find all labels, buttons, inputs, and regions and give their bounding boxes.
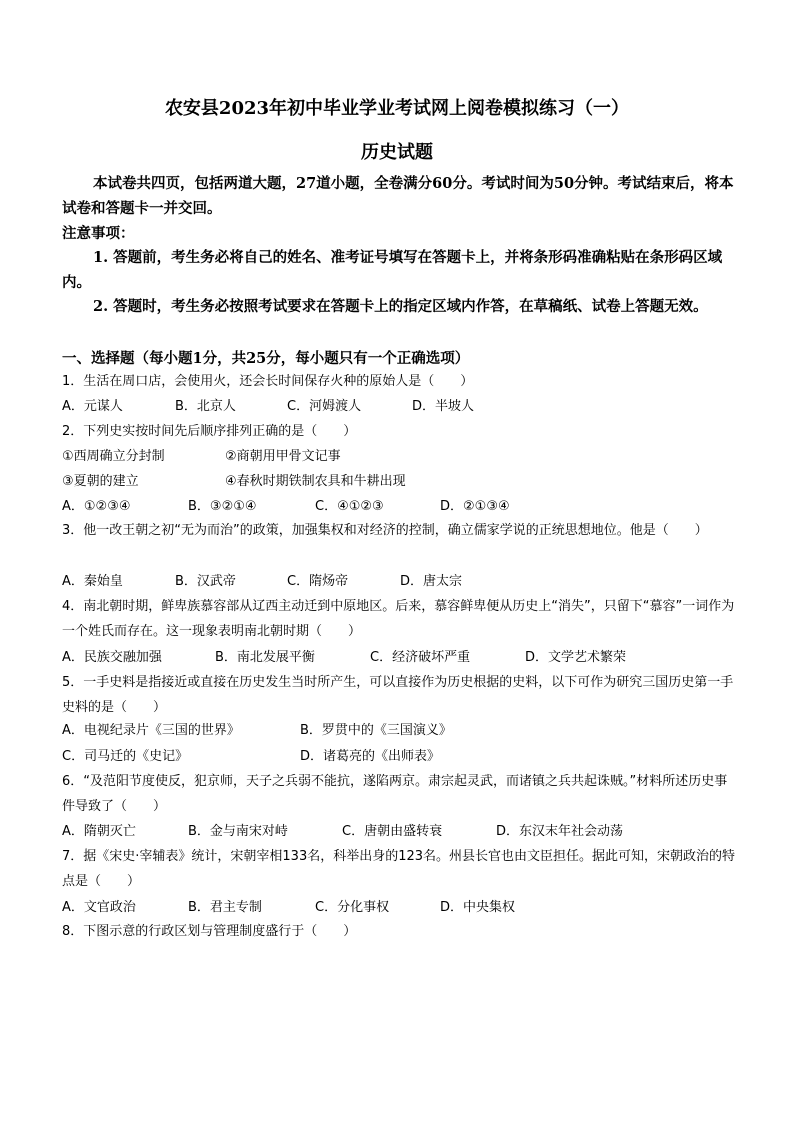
question-6-option-b: B．金与南宋对峙 [188,824,288,839]
question-7-option-b: B．君主专制 [188,900,262,915]
question-7-option-c: C．分化事权 [315,900,390,915]
question-2-item-3: ③夏朝的建立 [62,474,139,489]
question-4-option-b: B．南北发展平衡 [215,650,315,665]
exam-subtitle: 历史试题 [361,142,433,163]
question-2-item-4: ④春秋时期铁制农具和牛耕出现 [225,474,406,489]
question-5-stem: 5．一手史料是指接近或直接在历史发生当时所产生，可以直接作为历史根据的史料，以下可作为研究三国历史第一手史料的是（ ） [62,675,734,715]
question-6-option-c: C．唐朝由盛转衰 [342,824,443,839]
question-3-option-b: B．汉武帝 [175,574,236,589]
question-1-option-d: D．半坡人 [412,399,475,414]
question-3-option-d: D．唐太宗 [400,574,463,589]
question-7-option-a: A．文官政治 [62,900,136,915]
question-6-stem: 6．“及范阳节度使反，犯京师，天子之兵弱不能抗，遂陷两京。肃宗起灵武，而诸镇之兵共起诛贼。”材料所述历史事件导致了（ ） [62,774,728,814]
question-5-option-a: A．电视纪录片《三国的世界》 [62,723,240,738]
question-6-option-d: D．东汉末年社会动荡 [496,824,624,839]
notice-item-2: 2. 答题时，考生务必按照考试要求在答题卡上的指定区域内作答，在草稿纸、试卷上答题无效。 [93,298,708,315]
question-4-option-c: C．经济破坏严重 [370,650,471,665]
question-2-option-d: D．②①③④ [440,499,510,514]
question-2-stem: 2．下列史实按时间先后顺序排列正确的是（ ） [62,424,357,439]
question-5-option-c: C．司马迁的《史记》 [62,749,189,764]
question-4-option-a: A．民族交融加强 [62,650,162,665]
question-6-option-a: A．隋朝灭亡 [62,824,136,839]
question-1-option-b: B．北京人 [175,399,236,414]
question-7-stem: 7．据《宋史·宰辅表》统计，宋朝宰相133名，科举出身的123名。州县长官也由文臣担任。据此可知，宋朝政治的特点是（ ） [62,849,736,889]
question-3-stem: 3．他一改王朝之初“无为而治”的政策，加强集权和对经济的控制，确立儒家学说的正统思想地位。他是（ ） [62,523,708,538]
section-heading: 一、选择题（每小题1分，共25分，每小题只有一个正确选项） [62,350,470,367]
question-2-option-c: C．④①②③ [315,499,384,514]
question-7-option-d: D．中央集权 [440,900,516,915]
question-1-option-a: A．元谋人 [62,399,123,414]
question-2-item-2: ②商朝用甲骨文记事 [225,449,341,464]
question-2-option-a: A．①②③④ [62,499,131,514]
question-4-option-d: D．文学艺术繁荣 [525,650,627,665]
question-2-item-1: ①西周确立分封制 [62,449,165,464]
question-4-stem: 4．南北朝时期，鲜卑族慕容部从辽西主动迁到中原地区。后来，慕容鲜卑便从历史上“消失”，只留下“慕容”一词作为一个姓氏而存在。这一现象表明南北朝时期（ ） [62,599,735,639]
question-2-option-b: B．③②①④ [188,499,257,514]
exam-title: 农安县2023年初中毕业学业考试网上阅卷模拟练习（一） [164,98,630,119]
question-5-option-b: B．罗贯中的《三国演义》 [300,723,452,738]
question-5-option-d: D．诸葛亮的《出师表》 [300,749,441,764]
notice-item-1: 1. 答题前，考生务必将自己的姓名、准考证号填写在答题卡上，并将条形码准确粘贴在条形码区域内。 [62,249,723,291]
notice-heading: 注意事项： [62,225,135,242]
question-1-stem: 1．生活在周口店，会使用火，还会长时间保存火种的原始人是（ ） [62,374,474,389]
intro-text: 本试卷共四页，包括两道大题，27道小题，全卷满分60分。考试时间为50分钟。考试结束后，将本试卷和答题卡一并交回。 [62,175,734,217]
question-1-option-c: C．河姆渡人 [287,399,362,414]
question-3-option-a: A．秦始皇 [62,574,123,589]
question-8-stem: 8．下图示意的行政区划与管理制度盛行于（ ） [62,924,357,939]
question-3-option-c: C．隋炀帝 [287,574,349,589]
